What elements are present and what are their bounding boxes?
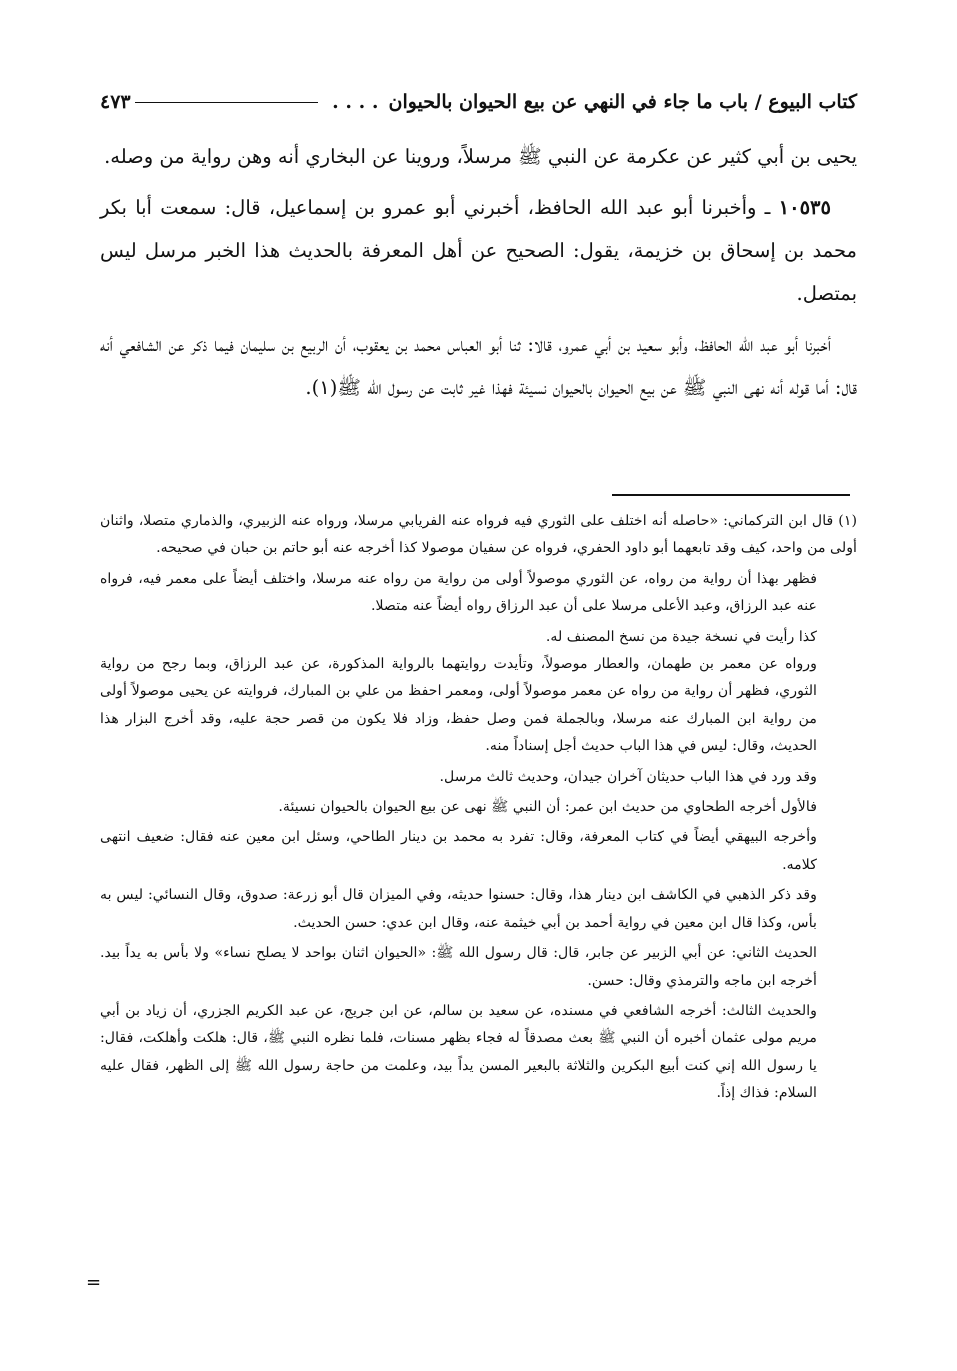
header-dots: . . . . xyxy=(332,91,379,113)
hadith-number: ١٠٥٣٥ xyxy=(778,196,831,219)
footnote-1 xyxy=(100,508,857,563)
footnote-para-7: وقد ذكر الذهبي في الكاشف ابن دينار هذا، وقال: حسنوا حديثه، وفي الميزان قال أبو زرعة: صدوق، وقال النسائي: ليس به بأس، وكذا قال ابن معين في رواية أحمد بن أبي خيثمة عنه، وقال ابن عدي: حسن الحديث. xyxy=(100,887,817,931)
footnote-para-4: وقد ورد في هذا الباب حديثان آخران جيدان، وحديث ثالث مرسل. xyxy=(439,768,817,785)
footnote-para-2: فظهر بهذا أن رواية من رواه، عن الثوري موصولاً أولى من رواية من رواه عنه مرسلا، واختلف أيضاً على معمر فيه، فرواه عنه عبد الرزاق، وعبد الأعلى مرسلا على أن عبد الرزاق رواه أيضاً عنه متصلا. xyxy=(100,570,817,615)
footnote-para-3: ورواه عن معمر بن طهمان، والعطار موصولاً، وتأيدت روايتهما بالرواية المذكورة، عن عبد الرزاق، وبما رجح من رواية الثوري، فظهر أن رواية من رواه عن معمر موصولاً أولى، ومعمر احفظ من علي بن المبارك، فروايته عن يحيى موصولاً أولى من رواية ابن المبارك عنه مرسلا، وبالجملة فمن وصل حفظ، وزاد فلا يكون من قصر حجة عليه، وقد أخرج البزار هذا الحديث، وقال: ليس في هذا الباب حديث أجل إسناداً منه. xyxy=(100,656,817,755)
footnote-para-9: والحديث الثالث: أخرجه الشافعي في مسنده، عن سعيد بن سالم، عن ابن جريج، عن عبد الكريم الجزري، أن زياد بن أبي مريم مولى عثمان أخبره أن النبي ﷺ بعث مصدقاً له فجاء بظهر مسنات، فلما نظره النبي ﷺ، قال: هلكت وأهلكت، فقال: يا رسول الله إني كنت أبيع البكرين والثلاثة بالبعير المسن يداً بيد، وعلمت من حاجة رسول الله ﷺ إلى الظهر، فقال عليه السلام: فذاك إذاً. xyxy=(100,1002,817,1102)
paragraph-2 xyxy=(100,186,857,315)
page-number: ٤٧٣ xyxy=(100,91,131,113)
footnote-para-6: وأخرجه البيهقي أيضاً في كتاب المعرفة، وقال: تفرد به محمد بن دينار الطاحي، وسئل ابن معين عنه فقال: ضعيف انتهى كلامه. xyxy=(100,829,817,873)
footnote-separator xyxy=(612,494,850,496)
footnote-para-2-cont: كذا رأيت في نسخة جيدة من نسخ المصنف له. xyxy=(545,628,817,645)
running-header xyxy=(100,82,857,122)
footnotes xyxy=(100,508,857,1111)
footnote-para-8: الحديث الثاني: عن أبي الزبير عن جابر، قال: قال رسول الله ﷺ: «الحيوان اثنان بواحد لا يصلح نساء» ولا بأس به يداً بيد. أخرجه ابن ماجه والترمذي وقال: حسن. xyxy=(100,945,817,989)
chapter-title: كتاب البيوع / باب ما جاء في النهي عن بيع الحيوان بالحيوان xyxy=(388,91,857,113)
footnote-para-5: فالأول أخرجه الطحاوي من حديث ابن عمر: أن النبي ﷺ نهى عن بيع الحيوان بالحيوان نسيئة. xyxy=(278,799,817,816)
paragraph-2-text: ـ وأخبرنا أبو عبد الله الحافظ، أخبرني أبو عمرو بن إسماعيل، قال: سمعت أبا بكر محمد بن إسحاق بن خزيمة، يقول: الصحيح عن أهل المعرفة بالحديث هذا الخبر مرسل ليس بمتصل. xyxy=(100,196,857,305)
main-text xyxy=(100,135,857,409)
footnote-marker: (١) xyxy=(838,513,857,529)
paragraph-1: يحيى بن أبي كثير عن عكرمة عن النبي ﷺ مرسلاً، وروينا عن البخاري أنه وهن رواية من وصله. xyxy=(104,145,857,168)
continuation-mark: = xyxy=(86,1272,102,1293)
footnote-1-text: قال ابن التركماني: «حاصله أنه اختلف على الثوري فيه فرواه عنه الفريابي مرسلا، ورواه عنه الزبيري، والذماري متصلا، واثنان أولى من واحد، كيف وقد تابعهما أبو داود الحفري، فرواه عن سفيان موصولا كذا أخرجه عنه أبو حاتم بن حبان في صحيحه. xyxy=(100,513,857,557)
paragraph-3: أخبرنا أبو عبد الله الحافظ، وأبو سعيد بن أبي عمرو، قالا: ثنا أبو العباس محمد بن يعقوب، أن الربيع بن سليمان فيما ذكر عن الشافعي أنه قال: أما قوله أنه نهى النبي ﷺ عن بيع الحيوان بالحيوان نسيئة فهذا غير ثابت عن رسول الله ﷺ(١). xyxy=(100,333,857,399)
header-rule xyxy=(135,102,319,103)
